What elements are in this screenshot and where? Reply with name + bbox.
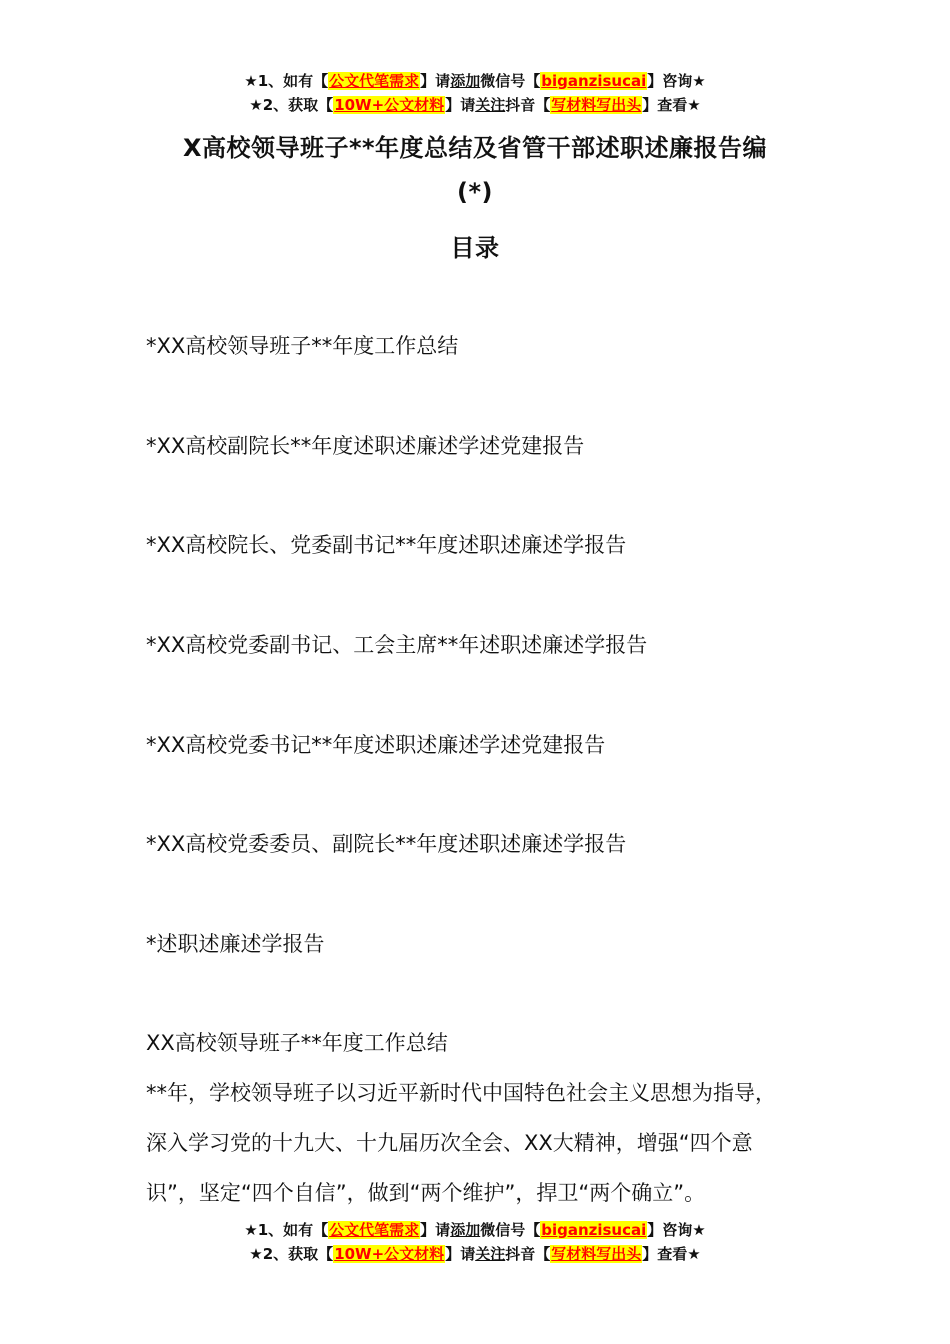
toc-item[interactable]: *XX高校院长、党委副书记**年度述职述廉述学报告	[146, 533, 627, 557]
body-paragraph-line: 识”，坚定“四个自信”，做到“两个维护”，捍卫“两个确立”。	[146, 1181, 706, 1205]
banner-highlight: 10W+公文材料	[334, 1245, 445, 1263]
banner-text: 微信号【	[480, 72, 541, 90]
toc-item[interactable]: *XX高校副院长**年度述职述廉述学述党建报告	[146, 434, 585, 458]
banner-highlight: 写材料写出头	[551, 1245, 642, 1263]
banner-highlight: 公文代笔需求	[329, 1221, 420, 1239]
bottom-banner-line-2	[0, 1243, 950, 1265]
banner-text: 】请	[420, 1221, 451, 1239]
banner-text: 抖音【	[505, 96, 551, 114]
banner-highlight: biganzisucai	[541, 1221, 647, 1239]
banner-text: 】请	[445, 96, 476, 114]
banner-text: ★1、如有【	[244, 72, 329, 90]
toc-item[interactable]: *XX高校领导班子**年度工作总结	[146, 334, 459, 358]
banner-highlight: 10W+公文材料	[334, 96, 445, 114]
banner-text: 】咨询★	[647, 72, 706, 90]
banner-text: 抖音【	[505, 1245, 551, 1263]
banner-text: 微信号【	[480, 1221, 541, 1239]
banner-text: 】咨询★	[647, 1221, 706, 1239]
body-paragraph-line: 深入学习党的十九大、十九届历次全会、XX大精神，增强“四个意	[146, 1131, 753, 1155]
banner-emphasis: 关注	[475, 96, 506, 114]
top-banner-line-1	[0, 70, 950, 92]
bottom-banner-line-1	[0, 1219, 950, 1241]
banner-text: ★2、获取【	[249, 1245, 334, 1263]
banner-emphasis: 关注	[475, 1245, 506, 1263]
banner-text: 】请	[445, 1245, 476, 1263]
body-paragraph-line: **年，学校领导班子以习近平新时代中国特色社会主义思想为指导，	[146, 1081, 776, 1105]
section-heading: XX高校领导班子**年度工作总结	[146, 1031, 448, 1055]
toc-item[interactable]: *XX高校党委委员、副院长**年度述职述廉述学报告	[146, 832, 627, 856]
banner-emphasis: 添加	[450, 72, 481, 90]
toc-item[interactable]: *XX高校党委书记**年度述职述廉述学述党建报告	[146, 733, 606, 757]
banner-text: 】查看★	[642, 1245, 701, 1263]
toc-item[interactable]: *述职述廉述学报告	[146, 932, 325, 956]
top-banner-line-2	[0, 94, 950, 116]
banner-highlight: 公文代笔需求	[329, 72, 420, 90]
banner-text: 】请	[420, 72, 451, 90]
banner-text: 】查看★	[642, 96, 701, 114]
toc-item[interactable]: *XX高校党委副书记、工会主席**年述职述廉述学报告	[146, 633, 648, 657]
banner-text: ★2、获取【	[249, 96, 334, 114]
banner-text: ★1、如有【	[244, 1221, 329, 1239]
banner-emphasis: 添加	[450, 1221, 481, 1239]
toc-heading: 目录	[450, 234, 500, 262]
banner-highlight: 写材料写出头	[551, 96, 642, 114]
document-subtitle: (*)	[457, 178, 493, 206]
document-title: X高校领导班子**年度总结及省管干部述职述廉报告编	[182, 134, 768, 162]
banner-highlight: biganzisucai	[541, 72, 647, 90]
